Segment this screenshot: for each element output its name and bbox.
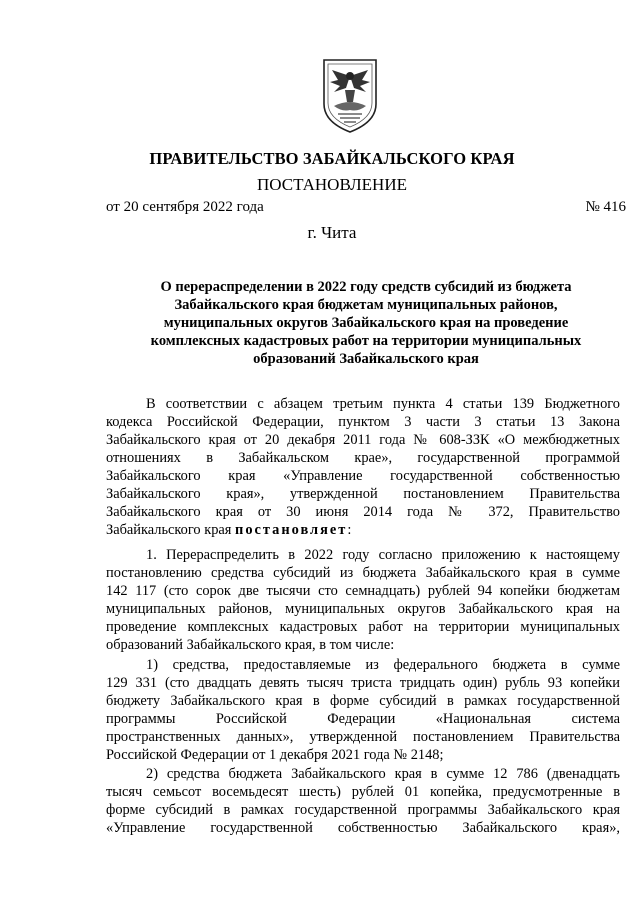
document-city: г. Чита	[307, 223, 357, 242]
preamble-paragraph	[106, 395, 620, 539]
item-1-line: образований Забайкальского края, в том числе:	[106, 637, 395, 653]
item-1-1-line: 1) средства, предоставляемые из федерального бюджета в сумме	[146, 657, 620, 673]
item-1-paragraph	[106, 546, 620, 654]
resolves-colon: :	[347, 522, 352, 538]
preamble-line: кодекса Российской Федерации, пунктом 3 части 3 статьи 13 Закона	[106, 414, 620, 430]
preamble-line: Забайкальского края	[106, 522, 232, 538]
item-1-line: 142 117 (сто сорок две тысячи сто семнадцать) рублей 94 копейки бюджетам	[106, 583, 620, 599]
government-title: ПРАВИТЕЛЬСТВО ЗАБАЙКАЛЬСКОГО КРАЯ	[149, 149, 515, 168]
subject-line: Забайкальского края бюджетам муниципальных районов,	[174, 297, 558, 313]
preamble-line: Забайкальского края от 30 июня 2014 года № 372, Правительство	[106, 504, 620, 520]
preamble-line: В соответствии с абзацем третьим пункта 4 статьи 139 Бюджетного	[146, 396, 620, 412]
item-1-2-line: тысяч семьсот восемьдесят шесть) рублей 01 копейка, предусмотренные в	[106, 784, 620, 800]
document-date: от 20 сентября 2022 года	[106, 199, 264, 215]
preamble-line: отношениях в Забайкальском крае», государственной программой	[106, 450, 620, 466]
item-1-2-line: форме субсидий в рамках государственной программы Забайкальского края	[106, 802, 620, 818]
preamble-line: Забайкальского края «Управление государственной собственностью	[106, 468, 620, 484]
item-1-1-line: бюджету Забайкальского края в форме субсидий в рамках государственной	[106, 693, 620, 709]
item-1-line: проведение комплексных кадастровых работ на территории муниципальных	[106, 619, 620, 635]
document-subject	[106, 278, 626, 368]
item-1-1-line: 129 331 (сто двадцать девять тысяч триста тридцать один) рубль 93 копейки	[106, 675, 620, 691]
item-1-1-line: Российской Федерации от 1 декабря 2021 года № 2148;	[106, 747, 444, 763]
item-1-1-line: программы Российской Федерации «Национальная система	[106, 711, 620, 727]
subject-line: муниципальных округов Забайкальского края на проведение	[163, 315, 569, 331]
document-type: ПОСТАНОВЛЕНИЕ	[256, 175, 407, 194]
document-number: № 416	[585, 199, 626, 215]
subject-line: комплексных кадастровых работ на территории муниципальных	[150, 333, 582, 349]
item-1-2-line: «Управление государственной собственностью Забайкальского края»,	[106, 820, 620, 836]
coat-of-arms-emblem	[318, 56, 382, 134]
resolves-word: постановляет	[235, 522, 348, 538]
preamble-line: Забайкальского края», утвержденной постановлением Правительства	[106, 486, 620, 502]
item-1-line: постановлению средства субсидий из бюджета Забайкальского края в сумме	[106, 565, 620, 581]
preamble-line: Забайкальского края от 20 декабря 2011 года № 608-ЗЗК «О межбюджетных	[106, 432, 620, 448]
item-1-1-line: пространственных данных», утвержденной постановлением Правительства	[106, 729, 620, 745]
subject-line: О перераспределении в 2022 году средств субсидий из бюджета	[160, 279, 572, 295]
item-1-2-line: 2) средства бюджета Забайкальского края в сумме 12 786 (двенадцать	[146, 766, 620, 782]
item-1-2-paragraph	[106, 765, 620, 837]
subject-line: образований Забайкальского края	[253, 351, 479, 367]
item-1-line: 1. Перераспределить в 2022 году согласно приложению к настоящему	[146, 547, 620, 563]
preamble-last-line	[106, 521, 620, 539]
item-1-1-paragraph	[106, 656, 620, 764]
item-1-line: муниципальных районов, муниципальных округов Забайкальского края на	[106, 601, 620, 617]
